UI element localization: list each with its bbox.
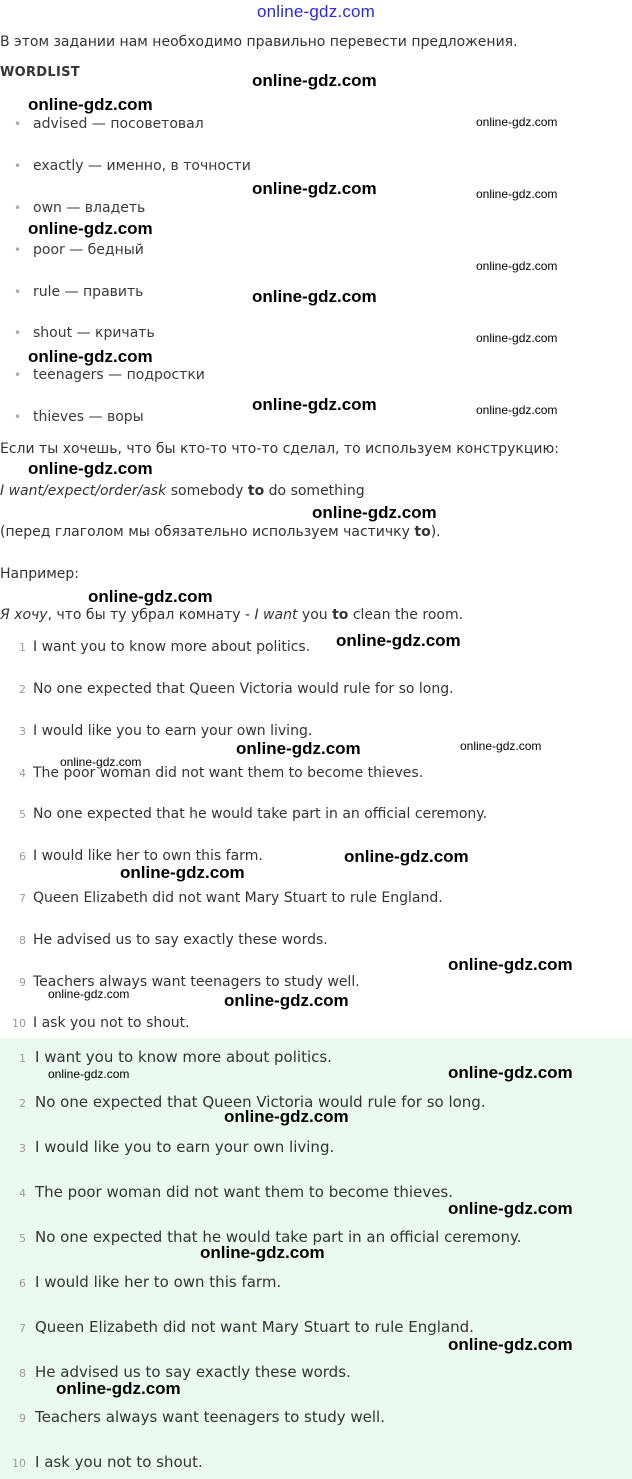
row-text: I ask you not to shout. xyxy=(35,1453,203,1471)
watermark: online-gdz.com xyxy=(60,755,142,769)
bullet-icon: • xyxy=(14,285,22,299)
watermark: online-gdz.com xyxy=(476,331,558,345)
wordlist-title: WORDLIST xyxy=(0,65,80,80)
intro-text: В этом задании нам необходимо правильно перевести предложения. xyxy=(0,34,518,50)
row-text: Teachers always want teenagers to study well. xyxy=(33,974,360,990)
watermark: online-gdz.com xyxy=(252,71,377,90)
example-en-end: clean the room. xyxy=(348,607,464,623)
bullet-icon: • xyxy=(14,243,22,257)
row-text: I want you to know more about politics. xyxy=(35,1048,332,1066)
watermark: online-gdz.com xyxy=(252,395,377,414)
example-en-mid: you xyxy=(297,607,333,623)
watermark: online-gdz.com xyxy=(28,219,153,238)
row-text: No one expected that Queen Victoria would rule for so long. xyxy=(33,681,454,697)
rule-to: to xyxy=(247,483,265,499)
wordlist-item-label: own — владеть xyxy=(33,200,146,216)
answer-row xyxy=(0,1183,453,1201)
wordlist-item-label: teenagers — подростки xyxy=(33,367,205,383)
watermark: online-gdz.com xyxy=(460,739,542,753)
row-text: The poor woman did not want them to become thieves. xyxy=(33,765,424,781)
wordlist-item xyxy=(14,409,144,425)
exercise-row xyxy=(0,639,310,655)
row-number: 9 xyxy=(19,1412,26,1425)
example-en-to: to xyxy=(332,607,349,623)
row-text: Queen Elizabeth did not want Mary Stuart to rule England. xyxy=(35,1318,474,1336)
rule-do: do something xyxy=(264,483,365,499)
answer-row xyxy=(0,1318,474,1336)
watermark: online-gdz.com xyxy=(48,1067,130,1081)
row-number: 1 xyxy=(19,641,26,654)
rule-verbs: I want/expect/order/ask xyxy=(0,483,167,499)
row-number: 5 xyxy=(19,808,26,821)
watermark: online-gdz.com xyxy=(28,459,153,478)
watermark: online-gdz.com xyxy=(476,187,558,201)
rule-text: Если ты хочешь, что бы кто-то что-то сделал, то используем конструкцию: xyxy=(0,441,559,457)
row-number: 4 xyxy=(19,1187,26,1200)
row-text: I want you to know more about politics. xyxy=(33,639,311,655)
row-number: 7 xyxy=(19,1322,26,1335)
answer-row xyxy=(0,1408,385,1426)
row-text: I would like you to earn your own living. xyxy=(35,1138,335,1156)
bullet-icon: • xyxy=(14,326,22,340)
watermark: online-gdz.com xyxy=(336,631,461,650)
example-label: Например: xyxy=(0,566,80,582)
exercise-row xyxy=(0,932,328,948)
watermark: online-gdz.com xyxy=(236,739,361,758)
row-number: 6 xyxy=(19,1277,26,1290)
exercise-row xyxy=(0,681,454,697)
answer-row xyxy=(0,1138,334,1156)
wordlist-item xyxy=(14,242,144,258)
rule-note-to: to xyxy=(414,524,431,540)
row-number: 8 xyxy=(19,934,26,947)
row-number: 5 xyxy=(19,1232,26,1245)
row-number: 2 xyxy=(19,683,26,696)
wordlist-item xyxy=(14,325,155,341)
row-text: I ask you not to shout. xyxy=(33,1015,190,1031)
row-text: I would like you to earn your own living. xyxy=(33,723,313,739)
watermark: online-gdz.com xyxy=(56,1379,181,1398)
row-text: Teachers always want teenagers to study well. xyxy=(35,1408,385,1426)
row-number: 8 xyxy=(19,1367,26,1380)
wordlist-item xyxy=(14,367,205,383)
exercise-row xyxy=(0,1015,190,1031)
watermark: online-gdz.com xyxy=(448,1063,573,1082)
row-text: I would like her to own this farm. xyxy=(33,848,263,864)
example-sentence xyxy=(0,607,463,623)
answer-row xyxy=(0,1453,203,1471)
wordlist-item xyxy=(14,284,143,300)
watermark: online-gdz.com xyxy=(476,115,558,129)
row-text: I would like her to own this farm. xyxy=(35,1273,282,1291)
row-number: 7 xyxy=(19,892,26,905)
watermark: online-gdz.com xyxy=(120,863,245,882)
wordlist-item xyxy=(14,158,251,174)
watermark: online-gdz.com xyxy=(48,987,130,1001)
answer-row xyxy=(0,1048,332,1066)
row-number: 10 xyxy=(12,1017,26,1030)
row-text: Queen Elizabeth did not want Mary Stuart to rule England. xyxy=(33,890,443,906)
exercise-row xyxy=(0,723,312,739)
rule-note-end: ). xyxy=(430,524,441,540)
wordlist-item xyxy=(14,116,204,132)
watermark: online-gdz.com xyxy=(476,259,558,273)
row-text: He advised us to say exactly these words. xyxy=(33,932,328,948)
example-ru-italic: Я хочу xyxy=(0,607,48,623)
row-text: No one expected that Queen Victoria would rule for so long. xyxy=(35,1093,486,1111)
row-text: No one expected that he would take part in an official ceremony. xyxy=(35,1228,522,1246)
watermark: online-gdz.com xyxy=(224,1107,349,1126)
watermark: online-gdz.com xyxy=(476,403,558,417)
row-text: He advised us to say exactly these words. xyxy=(35,1363,351,1381)
row-number: 10 xyxy=(12,1457,26,1470)
watermark: online-gdz.com xyxy=(88,587,213,606)
bullet-icon: • xyxy=(14,368,22,382)
bullet-icon: • xyxy=(14,410,22,424)
row-number: 2 xyxy=(19,1097,26,1110)
wordlist-item-label: advised — посоветовал xyxy=(33,116,204,132)
bullet-icon: • xyxy=(14,201,22,215)
row-number: 3 xyxy=(19,725,26,738)
watermark: online-gdz.com xyxy=(344,847,469,866)
wordlist-item-label: shout — кричать xyxy=(33,325,155,341)
example-ru-rest: , что бы ту убрал комнату - xyxy=(47,607,255,623)
watermark: online-gdz.com xyxy=(28,95,153,114)
watermark: online-gdz.com xyxy=(28,347,153,366)
exercise-row xyxy=(0,806,487,822)
answer-row xyxy=(0,1273,281,1291)
watermark: online-gdz.com xyxy=(252,179,377,198)
site-brand[interactable]: online-gdz.com xyxy=(256,2,376,21)
wordlist-item-label: thieves — воры xyxy=(33,409,144,425)
wordlist-item-label: exactly — именно, в точности xyxy=(33,158,251,174)
bullet-icon: • xyxy=(14,117,22,131)
row-text: The poor woman did not want them to become thieves. xyxy=(35,1183,454,1201)
wordlist-item-label: poor — бедный xyxy=(33,242,144,258)
watermark: online-gdz.com xyxy=(448,955,573,974)
row-number: 4 xyxy=(19,767,26,780)
example-en-italic: I want xyxy=(254,607,298,623)
rule-note xyxy=(0,524,441,540)
row-number: 1 xyxy=(19,1052,26,1065)
wordlist-item-label: rule — править xyxy=(33,284,144,300)
watermark: online-gdz.com xyxy=(448,1199,573,1218)
watermark: online-gdz.com xyxy=(200,1243,325,1262)
watermark: online-gdz.com xyxy=(448,1335,573,1354)
rule-construction xyxy=(0,483,365,499)
row-number: 3 xyxy=(19,1142,26,1155)
watermark: online-gdz.com xyxy=(252,287,377,306)
watermark: online-gdz.com xyxy=(312,503,437,522)
rule-somebody: somebody xyxy=(166,483,248,499)
watermark: online-gdz.com xyxy=(224,991,349,1010)
row-number: 9 xyxy=(19,976,26,989)
row-number: 6 xyxy=(19,850,26,863)
bullet-icon: • xyxy=(14,159,22,173)
exercise-row xyxy=(0,890,443,906)
exercise-row xyxy=(0,848,263,864)
wordlist-item xyxy=(14,200,145,216)
row-text: No one expected that he would take part in an official ceremony. xyxy=(33,806,488,822)
rule-note-start: (перед глаголом мы обязательно используем частичку xyxy=(0,524,415,540)
